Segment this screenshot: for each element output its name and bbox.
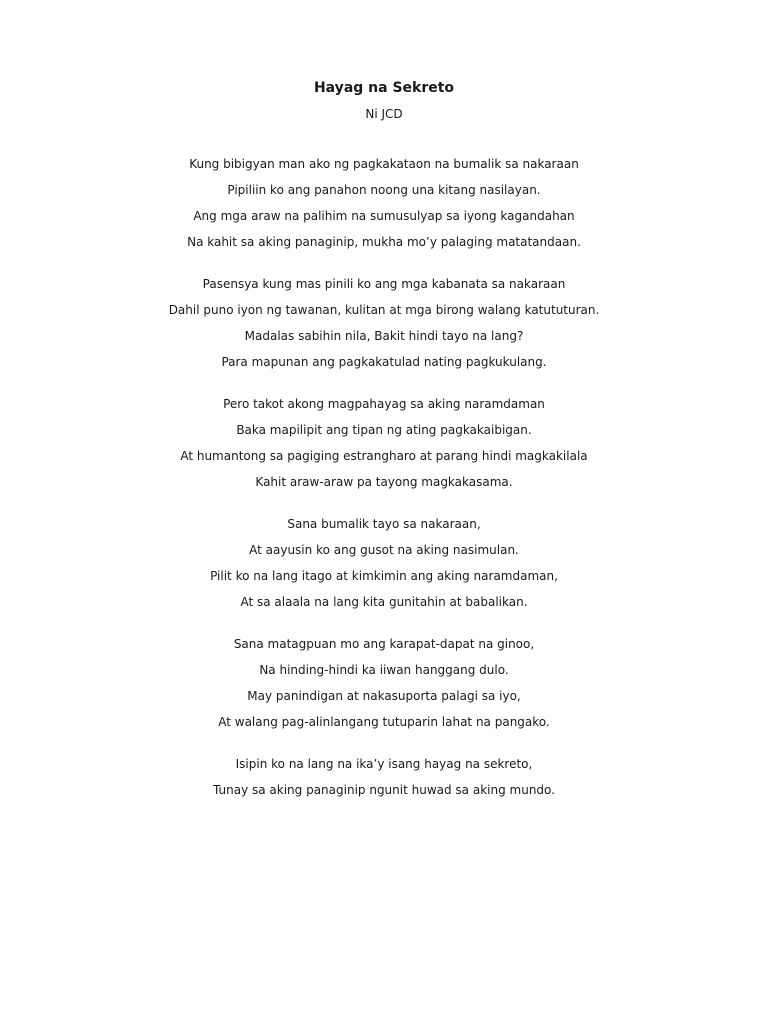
poem-body [0,156,768,824]
poem-line: Na hinding-hindi ka iiwan hanggang dulo. [259,663,509,677]
poem-line: Pilit ko na lang itago at kimkimin ang aking naramdaman, [210,569,558,583]
poem-line: Kahit araw-araw pa tayong magkakasama. [255,475,513,489]
poem-line: Madalas sabihin nila, Bakit hindi tayo na lang? [244,329,524,343]
poem-line: At sa alaala na lang kita gunitahin at babalikan. [240,595,528,609]
stanza-1 [0,156,768,250]
poem-line: Baka mapilipit ang tipan ng ating pagkakaibigan. [236,423,532,437]
poem-line: Kung bibigyan man ako ng pagkakataon na bumalik sa nakaraan [189,157,579,171]
stanza-5 [0,636,768,730]
poem-line: At walang pag-alinlangang tutuparin lahat na pangako. [218,715,550,729]
poem-line: At humantong sa pagiging estrangharo at parang hindi magkakilala [180,449,588,463]
poem-line: At aayusin ko ang gusot na aking nasimulan. [249,543,519,557]
stanza-4 [0,516,768,610]
stanza-2 [0,276,768,370]
poem-line: May panindigan at nakasuporta palagi sa iyo, [247,689,521,703]
poem-line: Sana matagpuan mo ang karapat-dapat na ginoo, [233,637,535,651]
poem-line: Tunay sa aking panaginip ngunit huwad sa aking mundo. [213,783,555,797]
poem-author: Ni JCD [365,107,403,121]
poem-title: Hayag na Sekreto [313,80,455,96]
poem-line: Para mapunan ang pagkakatulad nating pagkukulang. [221,355,547,369]
poem-line: Ang mga araw na palihim na sumusulyap sa iyong kagandahan [193,209,575,223]
poem-line: Pero takot akong magpahayag sa aking naramdaman [223,397,545,411]
stanza-6 [0,756,768,798]
stanza-3 [0,396,768,490]
poem-line: Pipiliin ko ang panahon noong una kitang nasilayan. [227,183,541,197]
poem-line: Isipin ko na lang na ika’y isang hayag na sekreto, [235,757,533,771]
poem-line: Na kahit sa aking panaginip, mukha mo’y palaging matatandaan. [187,235,581,249]
poem-line: Dahil puno iyon ng tawanan, kulitan at mga birong walang katututuran. [168,303,600,317]
poem-line: Sana bumalik tayo sa nakaraan, [287,517,481,531]
poem-line: Pasensya kung mas pinili ko ang mga kabanata sa nakaraan [202,277,566,291]
